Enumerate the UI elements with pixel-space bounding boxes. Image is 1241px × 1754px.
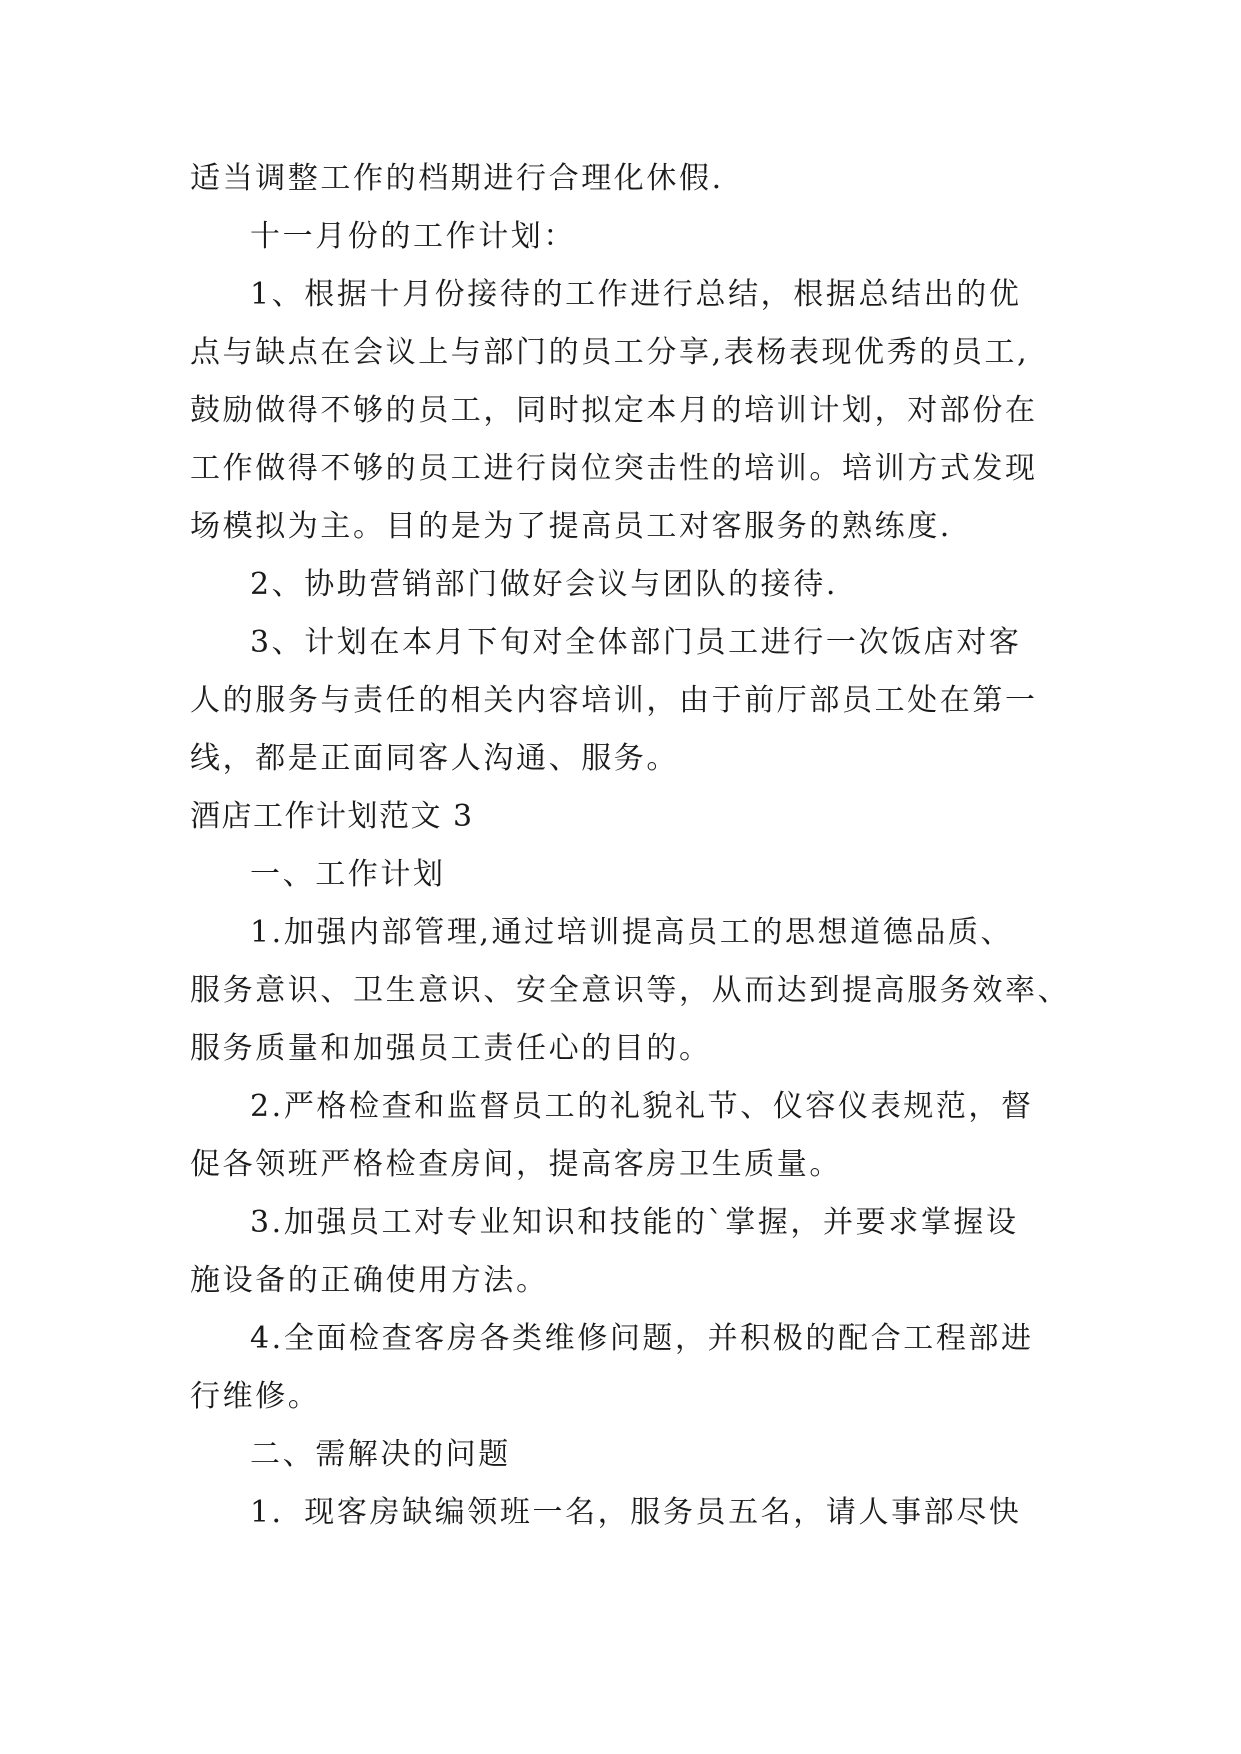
text-line: 线，都是正面同客人沟通、服务。 <box>190 741 679 776</box>
text-line: 一、工作计划 <box>250 857 446 892</box>
text-line: 促各领班严格检查房间，提高客房卫生质量。 <box>190 1147 842 1182</box>
text-line: 1.加强内部管理,通过培训提高员工的思想道德品质、 <box>250 915 1014 950</box>
text-line: 行维修。 <box>190 1379 321 1414</box>
text-line: 鼓励做得不够的员工，同时拟定本月的培训计划，对部份在 <box>190 393 1038 428</box>
text-line: 十一月份的工作计划： <box>250 219 576 254</box>
text-line: 服务质量和加强员工责任心的目的。 <box>190 1031 712 1066</box>
text-line: 适当调整工作的档期进行合理化休假. <box>190 161 724 196</box>
text-line: 二、需解决的问题 <box>250 1437 511 1472</box>
text-line: 4.全面检查客房各类维修问题，并积极的配合工程部进 <box>250 1321 1034 1356</box>
text-line: 1、根据十月份接待的工作进行总结，根据总结出的优 <box>250 277 1022 312</box>
text-line: 2、协助营销部门做好会议与团队的接待. <box>250 567 839 602</box>
section-heading: 酒店工作计划范文 3 <box>190 799 474 834</box>
document-page <box>190 150 1071 1542</box>
text-line: 人的服务与责任的相关内容培训，由于前厅部员工处在第一 <box>190 683 1038 718</box>
text-line: 施设备的正确使用方法。 <box>190 1263 549 1298</box>
text-line: 3、计划在本月下旬对全体部门员工进行一次饭店对客 <box>250 625 1022 660</box>
text-line: 3.加强员工对专业知识和技能的`掌握，并要求掌握设 <box>250 1205 1019 1240</box>
text-line: 工作做得不够的员工进行岗位突击性的培训。培训方式发现 <box>190 451 1038 486</box>
text-line: 服务意识、卫生意识、安全意识等，从而达到提高服务效率、 <box>190 973 1071 1008</box>
text-line: 场模拟为主。目的是为了提高员工对客服务的熟练度. <box>190 509 952 544</box>
text-line: 2.严格检查和监督员工的礼貌礼节、仪容仪表规范，督 <box>250 1089 1034 1124</box>
text-line: 1．现客房缺编领班一名，服务员五名，请人事部尽快 <box>250 1495 1022 1530</box>
text-line: 点与缺点在会议上与部门的员工分享,表杨表现优秀的员工, <box>190 335 1030 370</box>
